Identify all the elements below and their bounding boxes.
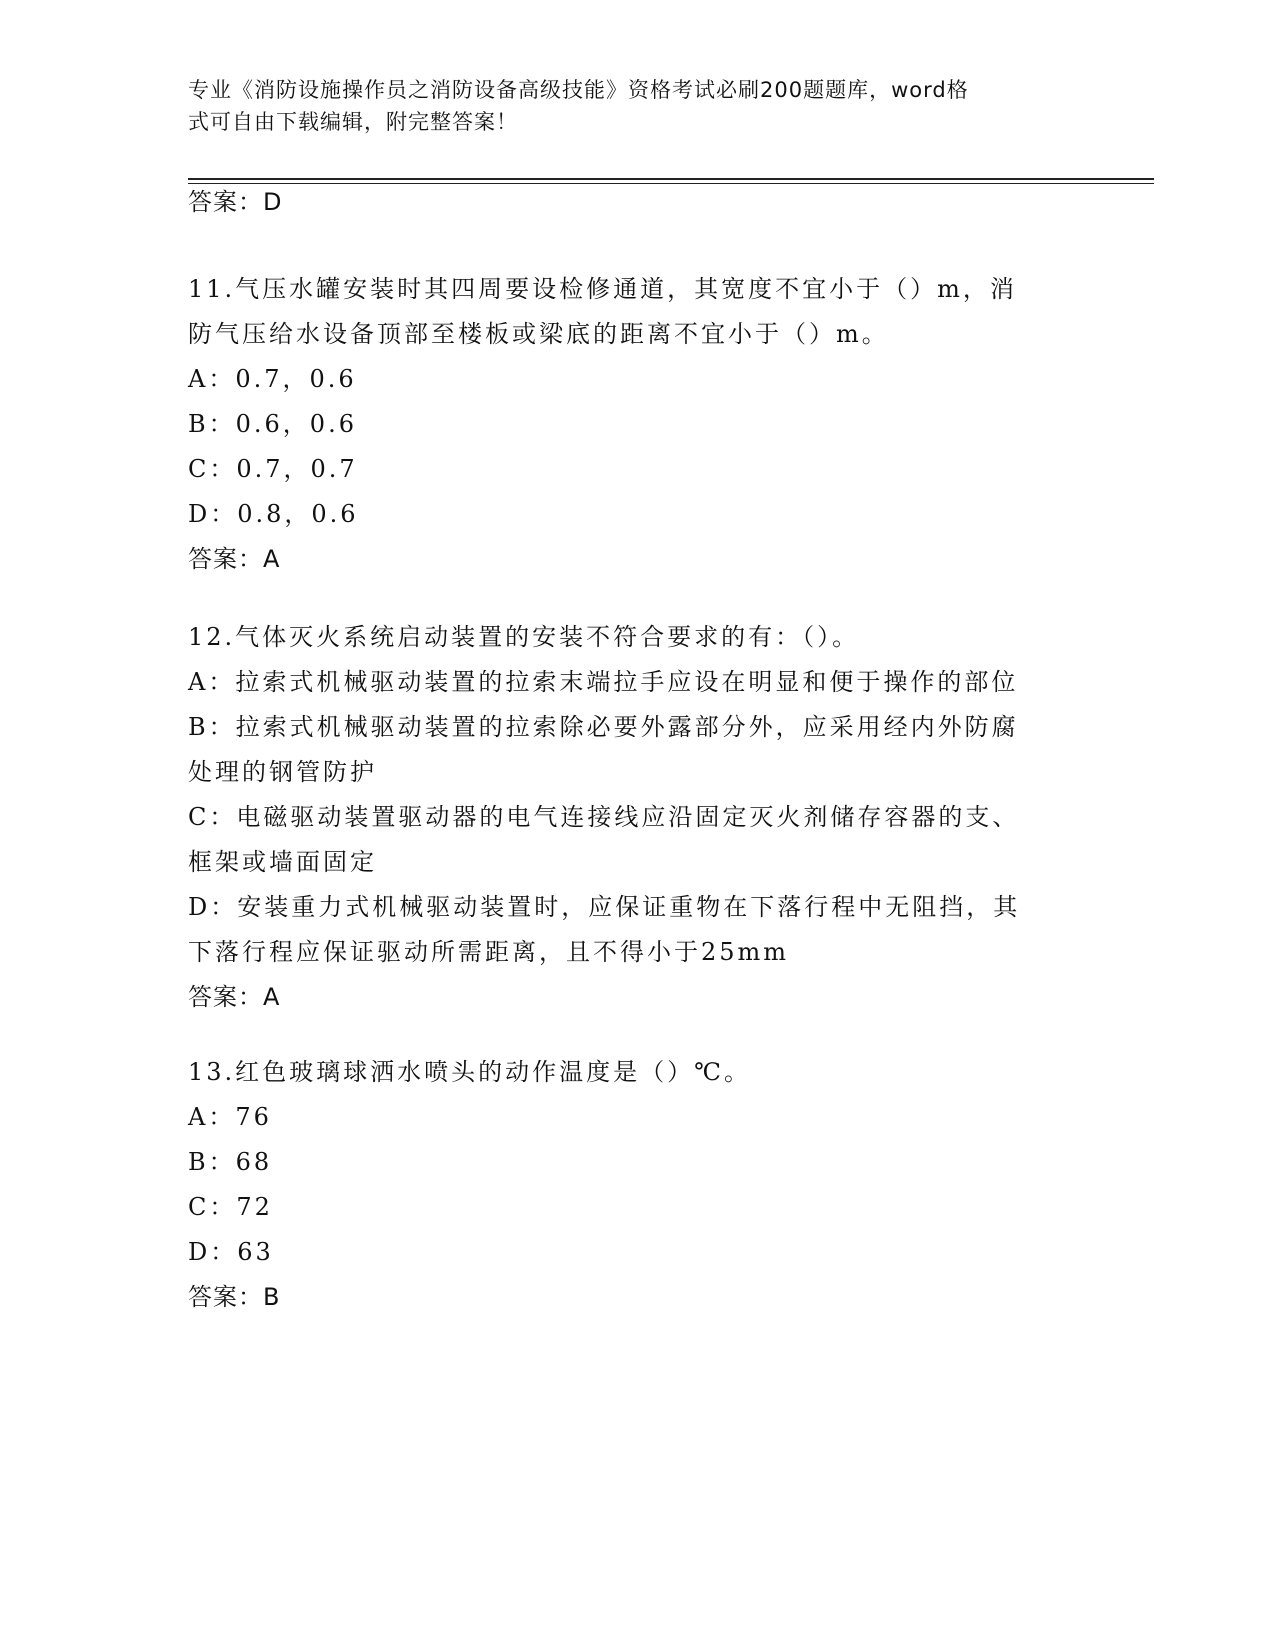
- q12-option-d-line-2: 下落行程应保证驱动所需距离，且不得小于25mm: [188, 938, 790, 966]
- q11-option-d: D：0.8，0.6: [188, 500, 359, 528]
- q12-option-c-line-2: 框架或墙面固定: [188, 848, 377, 876]
- question-13: [188, 1050, 1068, 1320]
- q12-option-a: A：拉索式机械驱动装置的拉索末端拉手应设在明显和便于操作的部位: [188, 668, 1019, 696]
- q12-option-d-line-1: D：安装重力式机械驱动装置时，应保证重物在下落行程中无阻挡，其: [188, 893, 1021, 921]
- q11-answer: 答案：A: [188, 545, 281, 573]
- q13-option-d: D：63: [188, 1238, 274, 1266]
- header-line-2: 式可自由下载编辑，附完整答案！: [188, 110, 518, 134]
- q12-option-b-line-1: B：拉索式机械驱动装置的拉索除必要外露部分外，应采用经内外防腐: [188, 713, 1019, 741]
- q11-stem-line-2: 防气压给水设备顶部至楼板或梁底的距离不宜小于（）m。: [188, 320, 889, 348]
- document-header: [188, 74, 1068, 138]
- q11-option-b: B：0.6，0.6: [188, 410, 357, 438]
- q11-option-c: C：0.7，0.7: [188, 455, 358, 483]
- q13-option-c: C：72: [188, 1193, 273, 1221]
- previous-answer-block: [188, 180, 1068, 225]
- q12-option-b-line-2: 处理的钢管防护: [188, 758, 377, 786]
- question-12: [188, 615, 1068, 1020]
- q12-stem: 12.气体灭火系统启动装置的安装不符合要求的有：（）。: [188, 623, 860, 651]
- q13-answer: 答案：B: [188, 1283, 281, 1311]
- header-line-1: 专业《消防设施操作员之消防设备高级技能》资格考试必刷200题题库，word格: [188, 78, 969, 102]
- q12-answer: 答案：A: [188, 983, 281, 1011]
- q11-option-a: A：0.7，0.6: [188, 365, 357, 393]
- previous-answer: 答案：D: [188, 188, 283, 216]
- q11-stem-line-1: 11.气压水罐安装时其四周要设检修通道，其宽度不宜小于（）m，消: [188, 275, 1017, 303]
- question-11: [188, 267, 1068, 582]
- q13-option-b: B：68: [188, 1148, 273, 1176]
- q12-option-c-line-1: C：电磁驱动装置驱动器的电气连接线应沿固定灭火剂储存容器的支、: [188, 803, 1020, 831]
- q13-stem: 13.红色玻璃球洒水喷头的动作温度是（）℃。: [188, 1058, 752, 1086]
- q13-option-a: A：76: [188, 1103, 272, 1131]
